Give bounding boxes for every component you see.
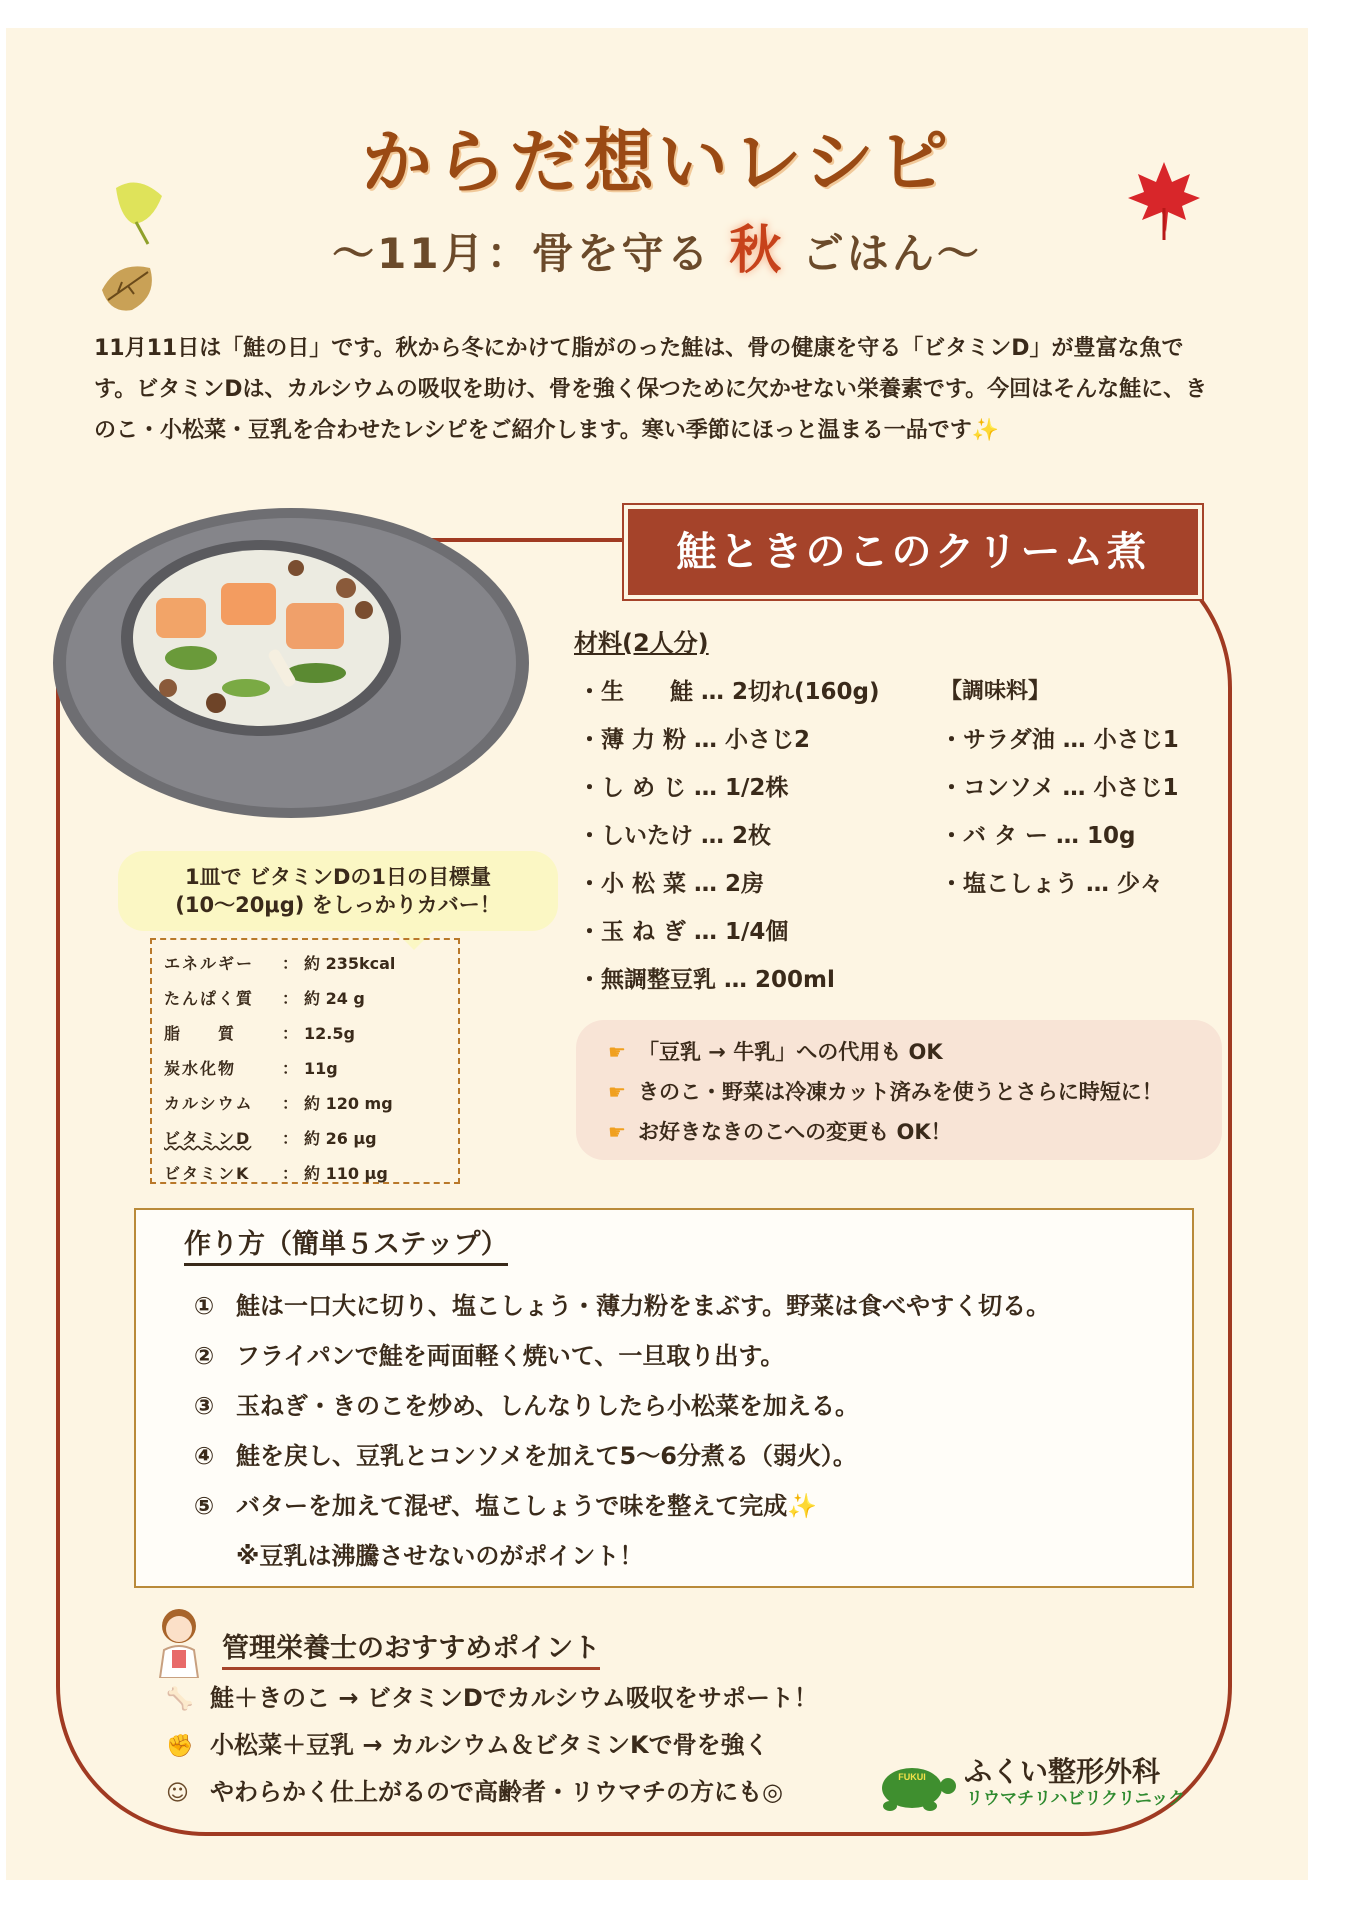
tip-item bbox=[608, 1072, 1222, 1112]
nutrition-value: 約 235kcal bbox=[304, 954, 396, 973]
pointing-hand-icon: ☛ bbox=[608, 1040, 626, 1064]
nutrition-row: エネルギー ： 約 235kcal bbox=[164, 946, 446, 981]
nutrition-label: たんぱく質 bbox=[164, 989, 255, 1008]
ingredient-item: ・玉 ね ぎ … 1/4個 bbox=[578, 919, 789, 945]
muscle-icon: ✊ bbox=[166, 1734, 194, 1759]
nutrition-label: エネルギー bbox=[164, 954, 255, 973]
recommend-text: 鮭＋きのこ → ビタミンDでカルシウム吸収をサポート！ bbox=[210, 1684, 818, 1712]
step-text: 鮭を戻し、豆乳とコンソメを加えて5～6分煮る（弱火）。 bbox=[236, 1442, 857, 1470]
nutrition-row: ビタミンD ： 約 26 μg bbox=[164, 1121, 446, 1156]
tips-box bbox=[576, 1020, 1222, 1160]
nutrition-box bbox=[150, 938, 460, 1184]
turtle-badge-text: FUKUI bbox=[898, 1772, 926, 1782]
callout-line-1: 1皿で ビタミンDの1日の目標量 bbox=[185, 865, 491, 889]
nutrition-row: カルシウム ： 約 120 mg bbox=[164, 1086, 446, 1121]
callout-line-2: (10～20μg) をしっかりカバー！ bbox=[175, 893, 501, 917]
nutrition-label: ビタミンK bbox=[164, 1164, 251, 1183]
seasoning-item: ・バ タ ー … 10g bbox=[940, 823, 1136, 849]
recommend-text: やわらかく仕上がるので高齢者・リウマチの方にも◎ bbox=[210, 1778, 783, 1806]
bone-icon: 🦴 bbox=[166, 1687, 194, 1712]
step-text: 鮭は一口大に切り、塩こしょう・薄力粉をまぶす。野菜は食べやすく切る。 bbox=[236, 1292, 1051, 1320]
dish-photo bbox=[46, 498, 536, 838]
vitamin-d-callout bbox=[118, 851, 558, 931]
tip-text: きのこ・野菜は冷凍カット済みを使うとさらに時短に！ bbox=[638, 1080, 1163, 1104]
clinic-subtitle: リウマチリハビリクリニック bbox=[966, 1789, 1186, 1809]
turtle-logo-icon bbox=[868, 1756, 958, 1812]
tip-item bbox=[608, 1032, 1222, 1072]
page-subtitle bbox=[6, 208, 1308, 283]
pointing-hand-icon: ☛ bbox=[608, 1120, 626, 1144]
nutrition-value: 約 26 μg bbox=[304, 1129, 377, 1148]
nutrition-row: 脂 質 ： 12.5g bbox=[164, 1016, 446, 1051]
tip-item bbox=[608, 1112, 1222, 1152]
elderly-icon: ☺ bbox=[166, 1781, 189, 1806]
step-number: ② bbox=[193, 1342, 215, 1370]
ingredients-list bbox=[578, 668, 880, 1004]
recipe-sheet bbox=[6, 28, 1308, 1880]
seasoning-item: ・サラダ油 … 小さじ1 bbox=[940, 727, 1179, 753]
nutrition-value: 11g bbox=[304, 1059, 338, 1078]
step-number: ③ bbox=[193, 1392, 215, 1420]
ingredient-item: ・生 鮭 … 2切れ(160g) bbox=[578, 679, 880, 705]
seasoning-item: ・コンソメ … 小さじ1 bbox=[940, 775, 1179, 801]
step-item bbox=[172, 1386, 859, 1421]
steps-box bbox=[134, 1208, 1194, 1588]
ingredient-item: ・しいたけ … 2枚 bbox=[578, 823, 772, 849]
step-item bbox=[172, 1336, 784, 1371]
recipe-title-banner: 鮭ときのこのクリーム煮 bbox=[624, 505, 1202, 599]
nutrition-label: カルシウム bbox=[164, 1094, 254, 1113]
step-item bbox=[172, 1436, 857, 1471]
pointing-hand-icon: ☛ bbox=[608, 1080, 626, 1104]
step-number: ⑤ bbox=[193, 1492, 215, 1520]
step-text: フライパンで鮭を両面軽く焼いて、一旦取り出す。 bbox=[236, 1342, 785, 1370]
nutrition-label: 炭水化物 bbox=[164, 1059, 237, 1078]
seasoning-list bbox=[940, 716, 1179, 908]
steps-title: 作り方（簡単５ステップ） bbox=[184, 1222, 508, 1266]
step-note bbox=[172, 1536, 643, 1571]
step-number: ④ bbox=[193, 1442, 215, 1470]
ingredient-item: ・小 松 菜 … 2房 bbox=[578, 871, 765, 897]
ingredients-title: 材料(2人分) bbox=[574, 629, 709, 657]
step-item bbox=[172, 1486, 817, 1521]
step-text: バターを加えて混ぜ、塩こしょうで味を整えて完成✨ bbox=[236, 1492, 818, 1520]
recommend-title: 管理栄養士のおすすめポイント bbox=[222, 1626, 600, 1670]
nutrition-value: 約 24 g bbox=[304, 989, 365, 1008]
page-title: からだ想いレシピ bbox=[361, 121, 953, 203]
clinic-name: ふくい整形外科 bbox=[964, 1755, 1161, 1788]
step-text: 玉ねぎ・きのこを炒め、しんなりしたら小松菜を加える。 bbox=[236, 1392, 860, 1420]
nutrition-label: ビタミンD bbox=[164, 1129, 252, 1148]
ingredient-item: ・薄 力 粉 … 小さじ2 bbox=[578, 727, 811, 753]
ingredient-item: ・無調整豆乳 … 200ml bbox=[578, 967, 835, 993]
ingredient-item: ・し め じ … 1/2株 bbox=[578, 775, 789, 801]
tip-text: 「豆乳 → 牛乳」への代用も OK bbox=[638, 1040, 943, 1064]
step-note-text: ※豆乳は沸騰させないのがポイント！ bbox=[236, 1542, 644, 1570]
subtitle-suffix: ごはん～ bbox=[801, 229, 982, 278]
nutrition-row: 炭水化物 ： 11g bbox=[164, 1051, 446, 1086]
dietitian-avatar bbox=[150, 1604, 208, 1678]
recommend-item bbox=[166, 1678, 818, 1713]
nutrition-value: 12.5g bbox=[304, 1024, 355, 1043]
tip-text: お好きなきのこへの変更も OK！ bbox=[638, 1120, 952, 1144]
nutrition-row: たんぱく質 ： 約 24 g bbox=[164, 981, 446, 1016]
nutrition-value: 約 120 mg bbox=[304, 1094, 393, 1113]
recommend-item bbox=[166, 1772, 783, 1807]
seasoning-item: ・塩こしょう … 少々 bbox=[940, 871, 1164, 897]
step-number: ① bbox=[193, 1292, 215, 1320]
nutrition-row: ビタミンK ： 約 110 μg bbox=[164, 1156, 446, 1191]
subtitle-accent: 秋 bbox=[729, 221, 785, 281]
intro-paragraph: 11月11日は「鮭の日」です。秋から冬にかけて脂がのった鮭は、骨の健康を守る「ビタミンD」が豊富な魚です。ビタミンDは、カルシウムの吸収を助け、骨を強く保つために欠かせない栄養素です。今回はそんな鮭に、きのこ・小松菜・豆乳を合わせたレシピをご紹介します。寒い季節にほっと温まる一品です✨ bbox=[94, 336, 1208, 443]
recommend-item bbox=[166, 1725, 769, 1760]
step-item bbox=[172, 1286, 1050, 1321]
nutrition-value: 約 110 μg bbox=[304, 1164, 388, 1183]
nutrition-label: 脂 質 bbox=[164, 1024, 237, 1043]
subtitle-prefix: ～11月：骨を守る bbox=[332, 229, 712, 278]
recommend-text: 小松菜＋豆乳 → カルシウム＆ビタミンKで骨を強く bbox=[210, 1731, 769, 1759]
seasoning-title: 【調味料】 bbox=[940, 679, 1051, 704]
